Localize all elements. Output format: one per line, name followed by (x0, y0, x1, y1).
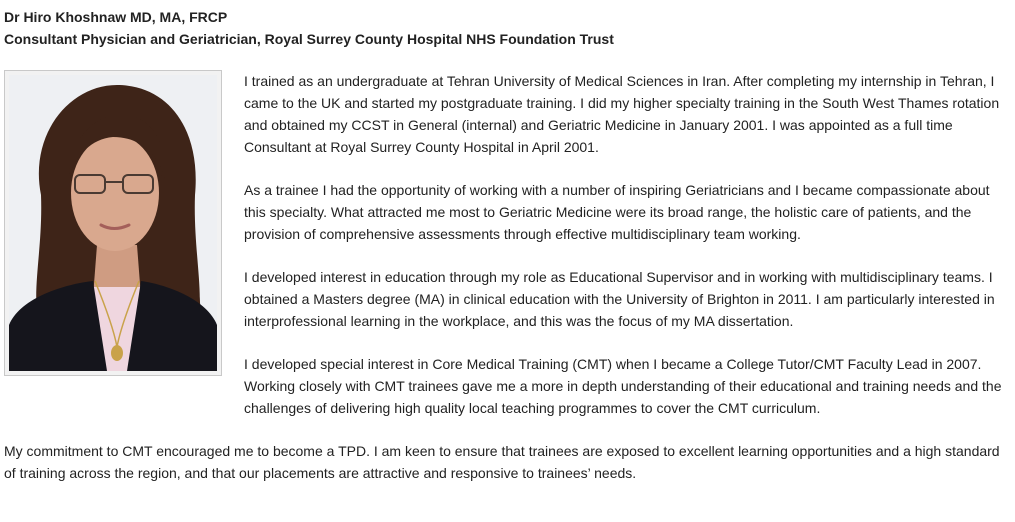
bio-paragraph-cmt: I developed special interest in Core Medical Training (CMT) when I became a College Tutor/CMT Faculty Lead in 2007. Working closely with CMT trainees gave me a more in depth understanding of their educational and training needs and the challenges of delivering high quality local teaching programmes to cover the CMT curriculum. (244, 356, 1002, 416)
portrait-photo (9, 75, 217, 371)
profile-header (4, 6, 1004, 50)
bio-paragraph-specialty: As a trainee I had the opportunity of working with a number of inspiring Geriatricians and I became compassionate about this specialty. What attracted me most to Geriatric Medicine were its broad range, the holistic care of patients, and the provision of comprehensive assessments through effective multidisciplinary team working. (244, 182, 990, 242)
portrait-frame (4, 70, 222, 376)
bio-closing-paragraph: My commitment to CMT encouraged me to become a TPD. I am keen to ensure that trainees are exposed to excellent learning opportunities and a high standard of training across the region, and that our placements are attractive and responsive to trainees’ needs. (4, 443, 1000, 481)
bio-paragraph-teaching: I developed interest in education through my role as Educational Supervisor and in working with multidisciplinary teams. I obtained a Masters degree (MA) in clinical education with the University of Brighton in 2011. I am particularly interested in interprofessional learning in the workplace, and this was the focus of my MA dissertation. (244, 269, 995, 329)
doctor-name: Dr Hiro Khoshnaw MD, MA, FRCP (4, 9, 228, 25)
bio-paragraph-education: I trained as an undergraduate at Tehran University of Medical Sciences in Iran. After completing my internship in Tehran, I came to the UK and started my postgraduate training. I did my higher specialty training in the South West Thames rotation and obtained my CCST in General (internal) and Geriatric Medicine in January 2001. I was appointed as a full time Consultant at Royal Surrey County Hospital in April 2001. (244, 73, 1000, 155)
pendant (111, 345, 123, 361)
biography (244, 70, 1008, 440)
doctor-role: Consultant Physician and Geriatrician, Royal Surrey County Hospital NHS Foundation Trust (4, 31, 614, 47)
